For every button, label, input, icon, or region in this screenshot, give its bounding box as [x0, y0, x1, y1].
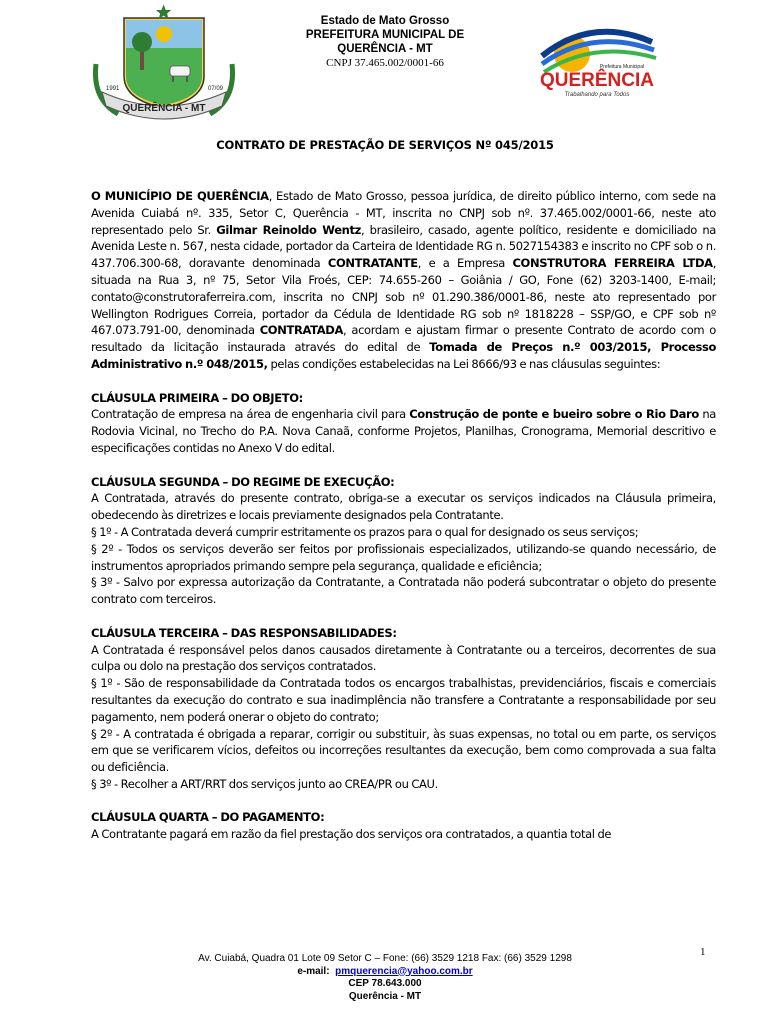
clause-3-paragraph-1: § 1º - São de responsabilidade da Contratada todos os encargos trabalhistas, previdenciários, fiscais e comerciais resultantes da execução do contrato e sua inadimplência não transfere a Contratante a responsabilidade por seu pagamento, nem poderá onerar o objeto do contrato; [91, 676, 716, 724]
footer-cep: CEP 78.643.000 [348, 978, 422, 989]
municipal-crest-icon [88, 4, 240, 122]
contract-body [91, 188, 716, 843]
clause-2-heading: CLÁUSULA SEGUNDA – DO REGIME DE EXECUÇÃO: [91, 474, 395, 489]
clause-1-heading: CLÁUSULA PRIMEIRA – DO OBJETO: [91, 390, 303, 405]
svg-text:07/09: 07/09 [208, 86, 224, 92]
page-number: 1 [700, 946, 706, 958]
clause-1-text: Contratação de empresa na área de engenharia civil para Construção de ponte e bueiro sobre o Rio Daro na Rodovia Vicinal, no Trecho do P.A. Nova Canaã, conforme Projetos, Planilhas, Cronograma, Memorial descritivo e especificações contidas no Anexo V do edital. [91, 407, 717, 455]
letterhead [0, 0, 770, 125]
contratada-label: CONTRATADA [259, 323, 344, 338]
svg-text:Trabalhando para Todos: Trabalhando para Todos [564, 92, 630, 98]
svg-text:Prefeitura Municipal: Prefeitura Municipal [599, 64, 645, 70]
prefeitura-name: PREFEITURA MUNICIPAL DE [305, 29, 465, 41]
svg-text:QUERÊNCIA - MT: QUERÊNCIA - MT [122, 103, 206, 114]
preamble-paragraph: O MUNICÍPIO DE QUERÊNCIA, Estado de Mato Grosso, pessoa jurídica, de direito público interno, com sede na Avenida Cuiabá nº. 335, Setor C, Querência - MT, inscrita no CNPJ sob nº. 37.465.002/0001-66, neste ato representado pelo Sr. Gilmar Reinoldo Wentz, brasileiro, casado, agente político, residente e domiciliado na Avenida Leste n. 567, nesta cidade, portador da Carteira de Identidade RG n. 5027154383 e inscrito no CPF sob o n. 437.706.300-68, doravante denominada CONTRATANTE, e a Empresa CONSTRUTORA FERREIRA LTDA, situada na Rua 3, nº 75, Setor Vila Froés, CEP: 74.655-260 – Goiânia / GO, Fone (62) 3203-1400, E-mail; contato@construtoraferreira.com, inscrita no CNPJ sob nº 01.290.386/0001-86, neste ato representado por Wellington Rodrigues Correia, portador da Cédula de Identidade RG sob nº 1818228 – SSP/GO, e CPF sob nº 467.073.791-00, denominada CONTRATADA, acordam e ajustam firmar o presente Contrato de acordo com o resultado da licitação instaurada através do edital de Tomada de Preços n.º 003/2015, Processo Administrativo n.º 048/2015, pelas condições estabelecidas na Lei 8666/93 e nas cláusulas seguintes: [91, 189, 717, 371]
footer [0, 953, 770, 1003]
clause-2-paragraph-3: § 3º - Salvo por expressa autorização da Contratante, a Contratada não poderá subcontratar o objeto do presente contrato com terceiros. [91, 575, 716, 607]
empresa-name: CONSTRUTORA FERREIRA LTDA [512, 256, 713, 271]
clause-2-paragraph-1: § 1º - A Contratada deverá cumprir estritamente os prazos para o qual for designado os seus serviços; [91, 524, 639, 539]
cnpj: CNPJ 37.465.002/0001-66 [326, 57, 444, 69]
svg-text:QUERÊNCIA: QUERÊNCIA [539, 70, 655, 91]
objeto: Construção de ponte e bueiro sobre o Rio Daro [409, 407, 699, 422]
city-name: QUERÊNCIA - MT [337, 43, 433, 55]
footer-email-line: e-mail: pmquerencia@yahoo.com.br [297, 965, 473, 977]
querencia-logo-icon [522, 24, 662, 106]
state-name: Estado de Mato Grosso [320, 15, 450, 27]
clause-2-paragraph-2: § 2º - Todos os serviços deverão ser feitos por profissionais especializados, utilizando-se quando necessário, de instrumentos apropriados primando sempre pela segurança, qualidade e eficiência; [91, 541, 716, 573]
clause-2-text: A Contratada, através do presente contrato, obriga-se a executar os serviços indicados na Cláusula primeira, obedecendo às diretrizes e locais previamente designados pela Contratante. [91, 491, 716, 523]
clause-3-paragraph-2: § 2º - A contratada é obrigada a reparar, corrigir ou substituir, às suas expensas, no total ou em parte, os serviços em que se verificarem vícios, defeitos ou incorreções resultantes da execução, bem como comprovada a sua falta ou deficiência. [91, 726, 716, 775]
footer-city: Querência - MT [348, 990, 422, 1002]
footer-address: Av. Cuiabá, Quadra 01 Lote 09 Setor C – Fone: (66) 3529 1218 Fax: (66) 3529 1298 [198, 953, 572, 964]
contratante-label: CONTRATANTE [327, 256, 418, 271]
prefeito-name: Gilmar Reinoldo Wentz [216, 222, 361, 237]
contract-title: CONTRATO DE PRESTAÇÃO DE SERVIÇOS Nº 045/2015 [216, 138, 554, 152]
footer-email-link[interactable]: pmquerencia@yahoo.com.br [335, 965, 473, 977]
clause-3-heading: CLÁUSULA TERCEIRA – DAS RESPONSABILIDADES: [91, 625, 397, 640]
letterhead-text [270, 14, 500, 70]
tomada-de-precos: Tomada de Preços n.º 003/2015, Processo Administrativo n.º 048/2015, [91, 340, 716, 371]
clause-4-text: A Contratante pagará em razão da fiel prestação dos serviços ora contratados, a quantia total de [91, 827, 612, 842]
clause-3-text: A Contratada é responsável pelos danos causados diretamente à Contratante ou a terceiros, decorrentes de sua culpa ou dolo na prestação dos serviços contratados. [91, 642, 716, 674]
clause-3-paragraph-3: § 3º - Recolher a ART/RRT dos serviços junto ao CREA/PR ou CAU. [91, 776, 438, 791]
municipio-label: O MUNICÍPIO DE QUERÊNCIA [91, 189, 269, 203]
svg-text:1991: 1991 [106, 86, 120, 92]
clause-4-heading: CLÁUSULA QUARTA – DO PAGAMENTO: [91, 810, 325, 825]
